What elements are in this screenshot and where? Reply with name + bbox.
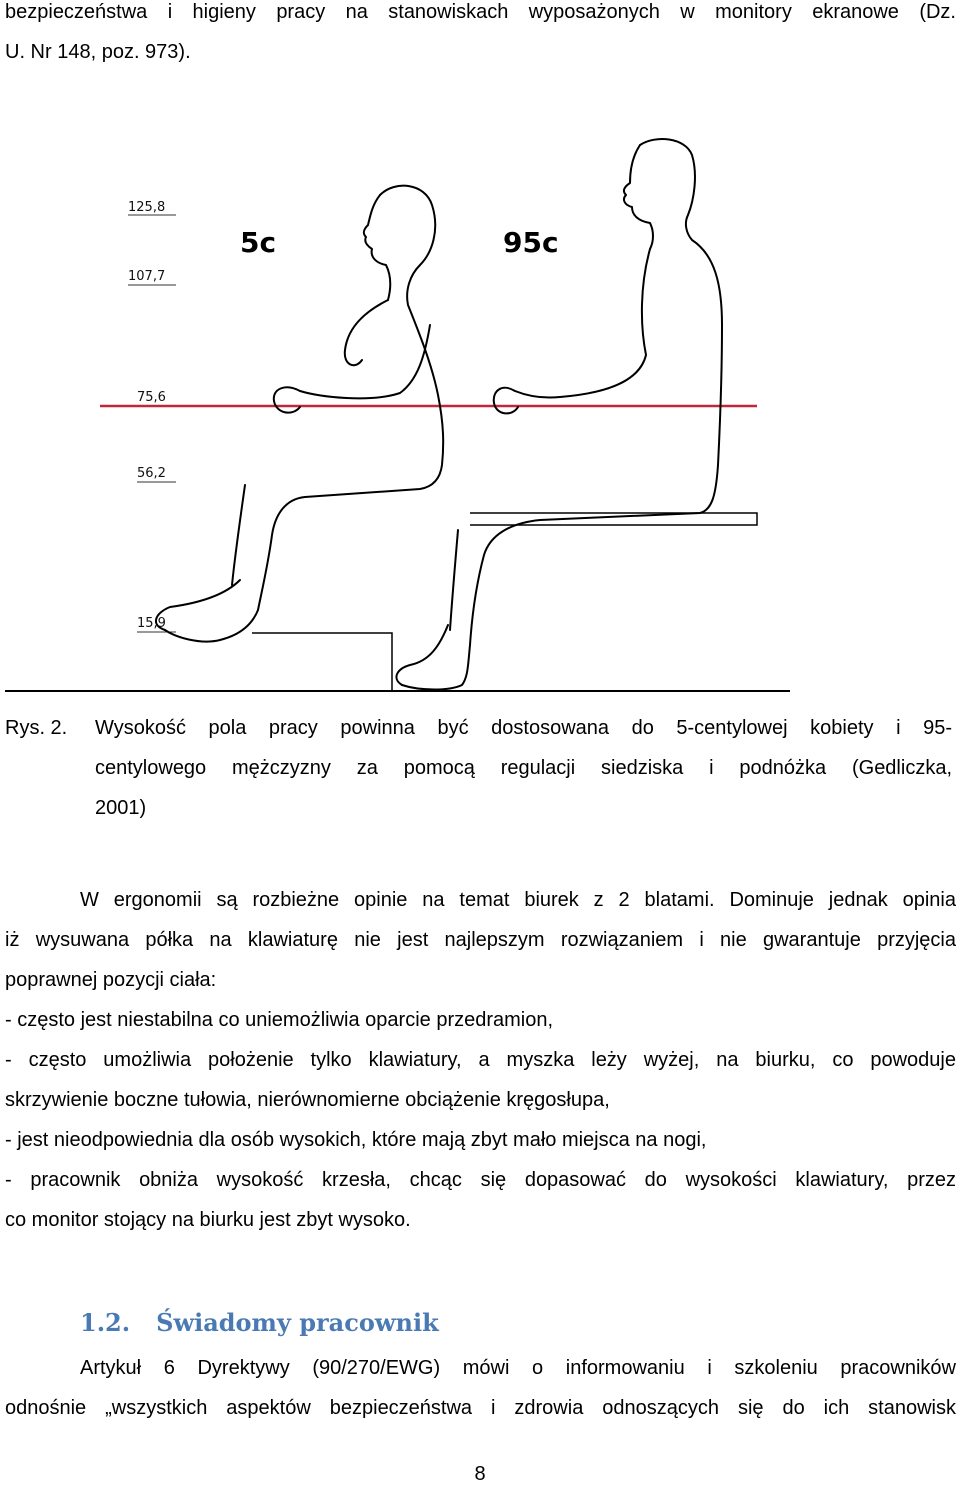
section-number: 1.2. bbox=[80, 1308, 131, 1337]
figure-caption-prefix: Rys. 2. bbox=[5, 717, 68, 739]
female-figure bbox=[156, 186, 443, 642]
bullet-item-4-line-1: - pracownik obniża wysokość krzesła, chcąc się dopasować do wysokości klawiatury, przez bbox=[5, 1169, 956, 1191]
section-text-line-1: Artykuł 6 Dyrektywy (90/270/EWG) mówi o informowaniu i szkoleniu pracowników bbox=[80, 1357, 956, 1379]
figure-caption-line-2: centylowego mężczyzny za pomocą regulacji siedziska i podnóżka (Gedliczka, bbox=[95, 757, 952, 779]
ergonomic-figure bbox=[0, 125, 960, 700]
intro-line-1: bezpieczeństwa i higieny pracy na stanowiskach wyposażonych w monitory ekranowe (Dz. bbox=[5, 1, 956, 23]
seat bbox=[470, 513, 757, 525]
male-figure bbox=[396, 139, 722, 689]
tick-label: 107,7 bbox=[128, 269, 166, 284]
section-title: Świadomy pracownik bbox=[156, 1308, 439, 1337]
figure-caption-line-1: Wysokość pola pracy powinna być dostosowana do 5-centylowej kobiety i 95- bbox=[95, 717, 952, 739]
intro-line-2: U. Nr 148, poz. 973). bbox=[5, 41, 191, 63]
height-tick-107-7 bbox=[128, 269, 176, 285]
bullet-item-2-line-1: - często umożliwia położenie tylko klawiatury, a myszka leży wyżej, na biurku, co powoduje bbox=[5, 1049, 956, 1071]
height-tick-56-2 bbox=[137, 466, 176, 482]
bullet-item-4-line-2: co monitor stojący na biurku jest zbyt wysoko. bbox=[5, 1209, 411, 1231]
body-paragraph-line-3: poprawnej pozycji ciała: bbox=[5, 969, 217, 991]
bullet-item-1: - często jest niestabilna co uniemożliwia oparcie przedramion, bbox=[5, 1009, 554, 1031]
figure-caption-line-3: 2001) bbox=[95, 797, 147, 819]
height-tick-75-6 bbox=[137, 390, 176, 406]
female-percentile-label: 5c bbox=[240, 226, 277, 259]
body-paragraph-line-2: iż wysuwana półka na klawiaturę nie jest najlepszym rozwiązaniem i nie gwarantuje przyjęcia bbox=[5, 929, 956, 951]
tick-label: 56,2 bbox=[137, 466, 166, 481]
male-percentile-label: 95c bbox=[503, 226, 559, 259]
bullet-item-3: - jest nieodpowiednia dla osób wysokich, które mają zbyt mało miejsca na nogi, bbox=[5, 1129, 707, 1151]
height-tick-125-8 bbox=[128, 200, 176, 215]
body-paragraph-line-1: W ergonomii są rozbieżne opinie na temat biurek z 2 blatami. Dominuje jednak opinia bbox=[80, 889, 956, 911]
page-number: 8 bbox=[474, 1463, 486, 1485]
tick-label: 15,9 bbox=[137, 616, 166, 631]
tick-label: 125,8 bbox=[128, 200, 166, 215]
bullet-item-2-line-2: skrzywienie boczne tułowia, nierównomierne obciążenie kręgosłupa, bbox=[5, 1089, 610, 1111]
tick-label: 75,6 bbox=[137, 390, 166, 405]
section-text-line-2: odnośnie „wszystkich aspektów bezpieczeństwa i zdrowia odnoszących się do ich stanowisk bbox=[5, 1397, 956, 1419]
footrest bbox=[252, 633, 392, 691]
section-heading bbox=[80, 1308, 439, 1337]
